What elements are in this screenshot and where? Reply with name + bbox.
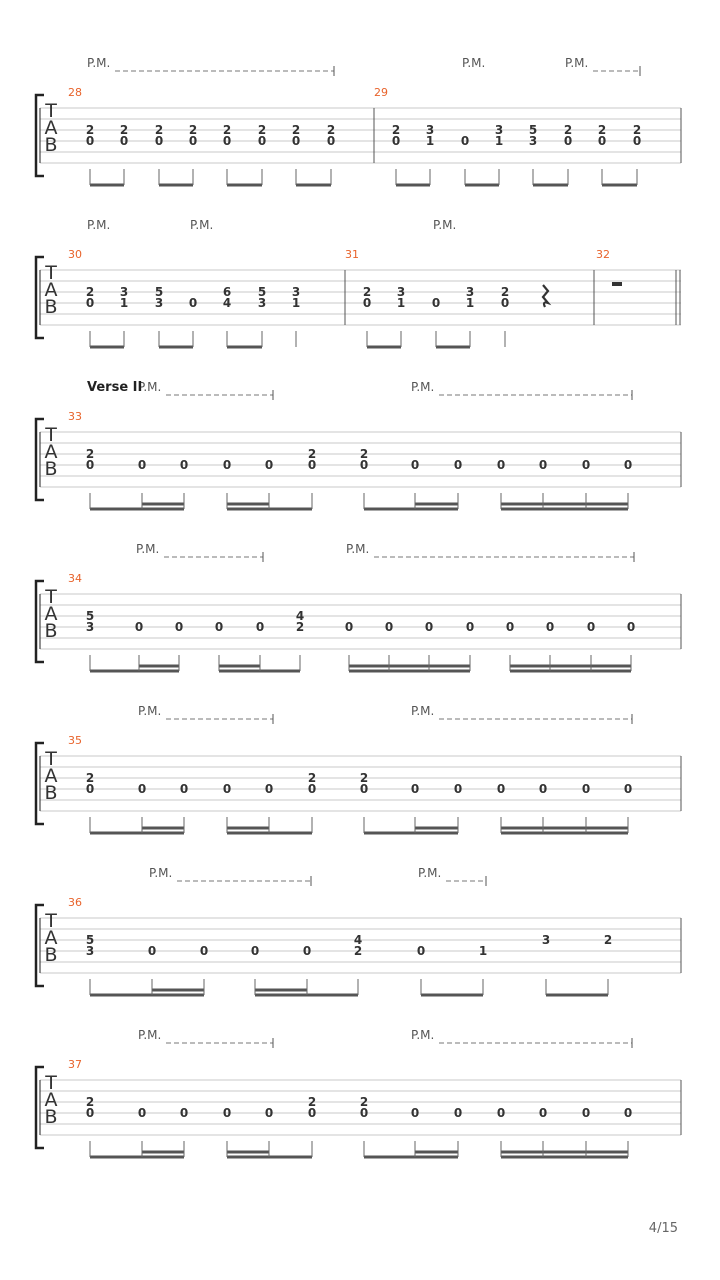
fret-number: 0 [410,458,420,472]
fret-number: 0 [581,458,591,472]
fret-number: 1 [478,944,488,958]
tab-clef-letter: B [44,458,58,480]
fret-number: 0 [581,782,591,796]
fret-number: 0 [250,944,260,958]
fret-number: 2 [154,123,164,137]
tab-clef-letter: T [45,586,57,608]
fret-number: 0 [257,134,267,148]
fret-number: 2 [85,123,95,137]
fret-number: 0 [174,620,184,634]
tab-clef-letter: T [45,424,57,446]
fret-number: 2 [326,123,336,137]
fret-number: 0 [154,134,164,148]
fret-number: 0 [453,782,463,796]
fret-number: 2 [359,1095,369,1109]
fret-number: 0 [359,1106,369,1120]
fret-number: 0 [453,458,463,472]
fret-number: 0 [137,782,147,796]
fret-number: 0 [410,1106,420,1120]
fret-number: 0 [255,620,265,634]
palm-mute-label: P.M. [462,56,486,70]
measure-number: 32 [596,248,610,261]
tab-clef-letter: B [44,134,58,156]
fret-number: 3 [528,134,538,148]
fret-number: 2 [359,771,369,785]
fret-number: 2 [632,123,642,137]
fret-number: 2 [85,447,95,461]
fret-number: 0 [496,458,506,472]
fret-number: 0 [264,1106,274,1120]
fret-number: 1 [425,134,435,148]
fret-number: 3 [119,285,129,299]
fret-number: 0 [505,620,515,634]
tab-clef-letter: T [45,262,57,284]
fret-number: 0 [179,782,189,796]
fret-number: 2 [362,285,372,299]
fret-number: 0 [85,296,95,310]
fret-number: 0 [597,134,607,148]
tab-clef-letter: A [44,765,58,787]
fret-number: 0 [623,782,633,796]
fret-number: 2 [307,1095,317,1109]
fret-number: 0 [147,944,157,958]
fret-number: 5 [154,285,164,299]
fret-number: 0 [222,782,232,796]
fret-number: 0 [188,296,198,310]
fret-number: 0 [222,1106,232,1120]
measure-number: 28 [68,86,82,99]
fret-number: 0 [302,944,312,958]
tab-clef-letter: A [44,441,58,463]
tab-clef-letter: T [45,100,57,122]
fret-number: 0 [359,458,369,472]
fret-number: 0 [460,134,470,148]
tab-clef-letter: A [44,1089,58,1111]
fret-number: 2 [563,123,573,137]
palm-mute-label: P.M. [346,542,370,556]
tab-clef-letter: B [44,1106,58,1128]
fret-number: 0 [538,458,548,472]
measure-number: 35 [68,734,82,747]
fret-number: 2 [85,771,95,785]
fret-number: 0 [344,620,354,634]
measure-number: 31 [345,248,359,261]
measure-number: 34 [68,572,82,585]
measure-number: 36 [68,896,82,909]
fret-number: 5 [85,609,95,623]
fret-number: 3 [85,944,95,958]
tab-clef-letter: B [44,944,58,966]
fret-number: 0 [179,458,189,472]
fret-number: 0 [391,134,401,148]
fret-number: 6 [222,285,232,299]
palm-mute-label: P.M. [138,1028,162,1042]
palm-mute-label: P.M. [136,542,160,556]
fret-number: 0 [538,782,548,796]
fret-number: 0 [137,1106,147,1120]
fret-number: 0 [623,458,633,472]
fret-number: 5 [528,123,538,137]
fret-number: 2 [119,123,129,137]
fret-number: 1 [396,296,406,310]
tab-clef-letter: A [44,927,58,949]
fret-number: 2 [188,123,198,137]
fret-number: 0 [264,782,274,796]
fret-number: 0 [199,944,209,958]
fret-number: 0 [424,620,434,634]
palm-mute-label: P.M. [149,866,173,880]
fret-number: 0 [307,1106,317,1120]
fret-number: 0 [85,782,95,796]
fret-number: 1 [291,296,301,310]
palm-mute-label: P.M. [87,56,111,70]
fret-number: 2 [291,123,301,137]
palm-mute-label: P.M. [411,1028,435,1042]
measure-number: 33 [68,410,82,423]
fret-number: 5 [257,285,267,299]
tab-clef-letter: B [44,620,58,642]
fret-number: 3 [465,285,475,299]
fret-number: 0 [626,620,636,634]
fret-number: 0 [85,1106,95,1120]
fret-number: 0 [362,296,372,310]
fret-number: 0 [500,296,510,310]
fret-number: 0 [623,1106,633,1120]
fret-number: 1 [494,134,504,148]
palm-mute-label: P.M. [411,380,435,394]
fret-number: 0 [134,620,144,634]
fret-number: 4 [353,933,363,947]
fret-number: 2 [391,123,401,137]
tab-clef-letter: A [44,603,58,625]
palm-mute-label: P.M. [433,218,457,232]
fret-number: 0 [137,458,147,472]
fret-number: 0 [496,782,506,796]
fret-number: 0 [410,782,420,796]
fret-number: 2 [295,620,305,634]
fret-number: 0 [586,620,596,634]
tab-clef-letter: A [44,279,58,301]
fret-number: 2 [85,1095,95,1109]
fret-number: 0 [85,458,95,472]
fret-number: 3 [494,123,504,137]
tab-clef-letter: T [45,910,57,932]
fret-number: 0 [179,1106,189,1120]
fret-number: 2 [500,285,510,299]
fret-number: 0 [307,782,317,796]
fret-number: 0 [538,1106,548,1120]
fret-number: 0 [453,1106,463,1120]
fret-number: 3 [291,285,301,299]
fret-number: 2 [597,123,607,137]
fret-number: 0 [222,134,232,148]
palm-mute-label: P.M. [565,56,589,70]
fret-number: 4 [295,609,305,623]
fret-number: 3 [425,123,435,137]
fret-number: 0 [326,134,336,148]
fret-number: 3 [85,620,95,634]
fret-number: 0 [222,458,232,472]
measure-number: 30 [68,248,82,261]
fret-number: 5 [85,933,95,947]
fret-number: 0 [581,1106,591,1120]
fret-number: 2 [603,933,613,947]
fret-number: 2 [222,123,232,137]
fret-number: 2 [307,771,317,785]
tab-clef-letter: A [44,117,58,139]
palm-mute-label: P.M. [138,704,162,718]
fret-number: 0 [85,134,95,148]
fret-number: 2 [353,944,363,958]
tab-clef-letter: B [44,782,58,804]
palm-mute-label: P.M. [190,218,214,232]
measure-number: 29 [374,86,388,99]
quarter-rest [543,285,548,307]
fret-number: 2 [85,285,95,299]
fret-number: 0 [416,944,426,958]
fret-number: 4 [222,296,232,310]
fret-number: 3 [257,296,267,310]
fret-number: 0 [563,134,573,148]
fret-number: 0 [307,458,317,472]
palm-mute-label: P.M. [138,380,162,394]
fret-number: 0 [214,620,224,634]
fret-number: 2 [359,447,369,461]
fret-number: 0 [632,134,642,148]
fret-number: 0 [291,134,301,148]
fret-number: 0 [384,620,394,634]
half-rest [612,282,622,286]
tab-clef-letter: T [45,748,57,770]
fret-number: 0 [264,458,274,472]
fret-number: 0 [188,134,198,148]
fret-number: 0 [359,782,369,796]
fret-number: 1 [465,296,475,310]
fret-number: 2 [307,447,317,461]
tab-clef-letter: T [45,1072,57,1094]
fret-number: 0 [545,620,555,634]
fret-number: 0 [465,620,475,634]
palm-mute-label: P.M. [87,218,111,232]
page-number: 4/15 [648,1221,678,1236]
section-label: Verse II [87,380,143,395]
fret-number: 0 [496,1106,506,1120]
fret-number: 2 [257,123,267,137]
fret-number: 0 [431,296,441,310]
fret-number: 0 [119,134,129,148]
measure-number: 37 [68,1058,82,1071]
fret-number: 3 [154,296,164,310]
palm-mute-label: P.M. [411,704,435,718]
fret-number: 3 [396,285,406,299]
palm-mute-label: P.M. [418,866,442,880]
fret-number: 3 [541,933,551,947]
fret-number: 1 [119,296,129,310]
tab-clef-letter: B [44,296,58,318]
